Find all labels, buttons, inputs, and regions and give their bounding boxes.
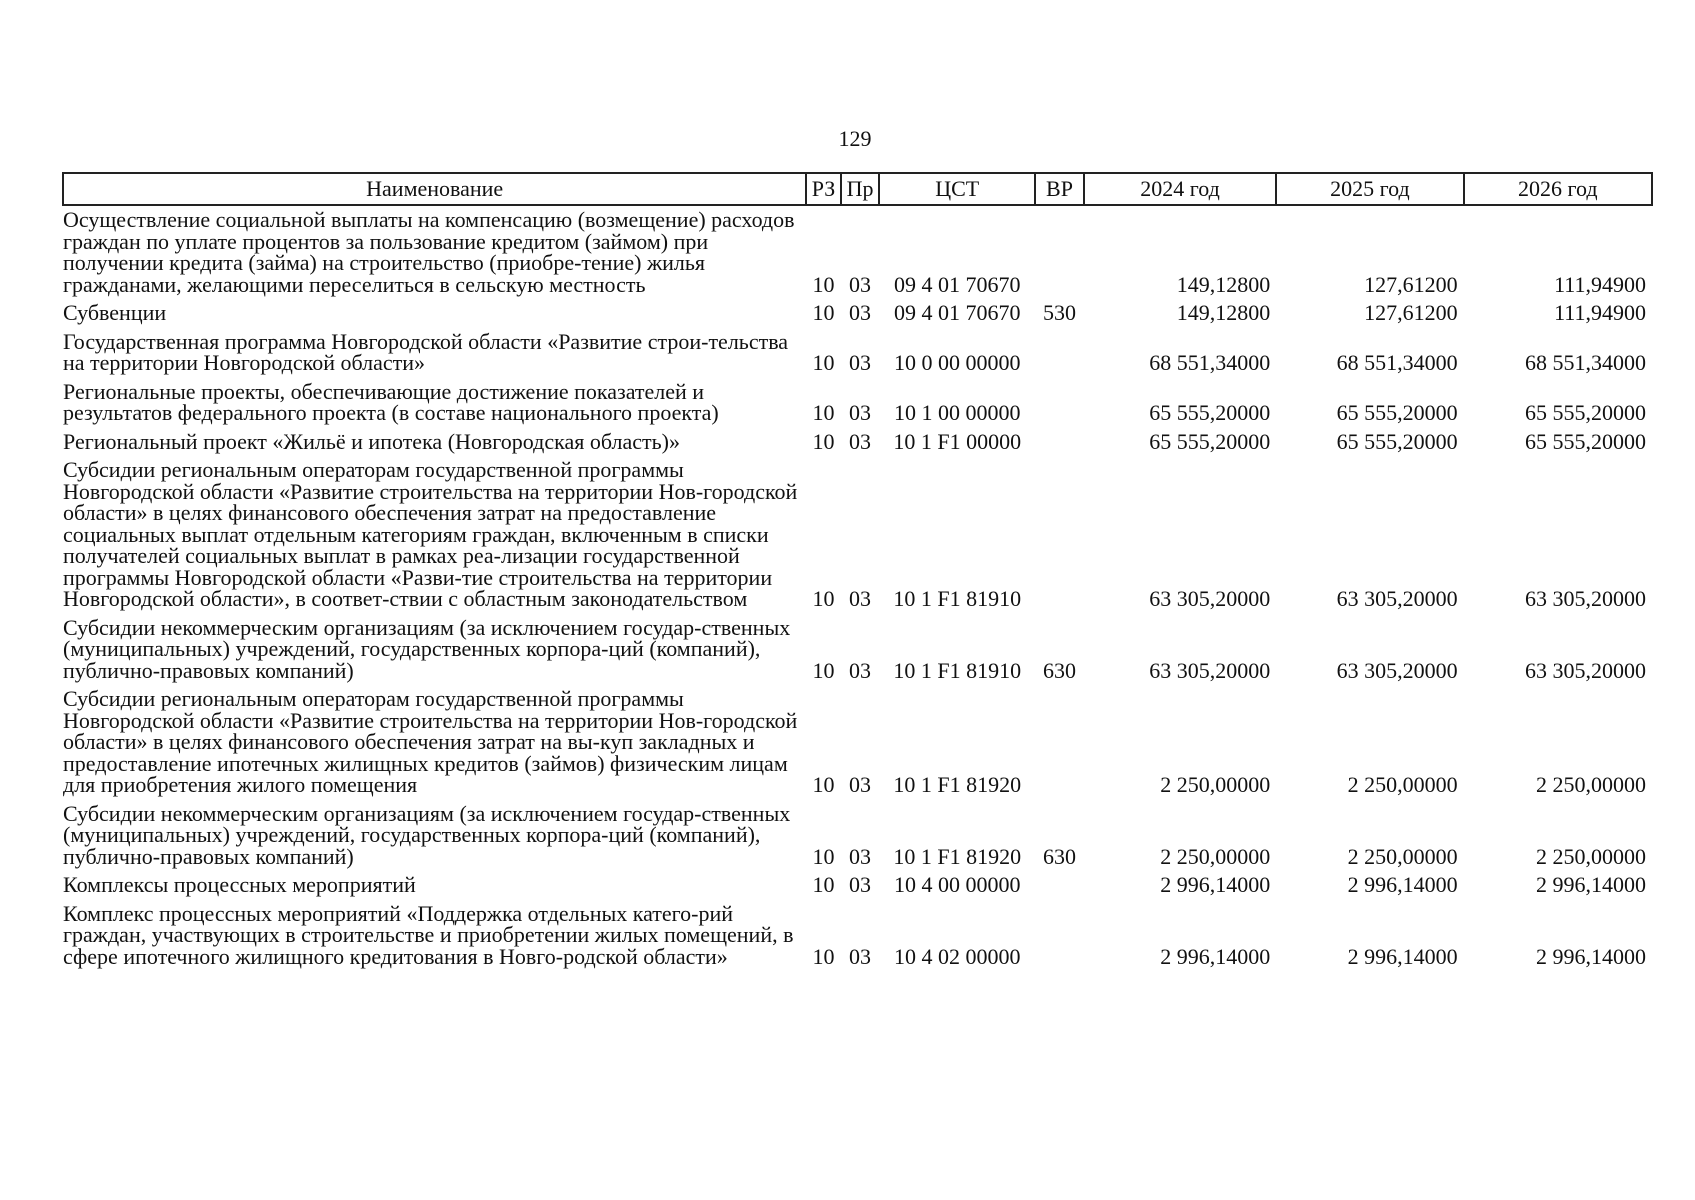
header-2025: 2025 год <box>1276 173 1463 205</box>
row-2025: 63 305,20000 <box>1336 657 1458 683</box>
row-vr <box>1035 900 1084 972</box>
table-row <box>63 685 1652 800</box>
table-row <box>63 328 1652 378</box>
row-rz: 10 <box>812 843 835 869</box>
table-row <box>63 800 1652 872</box>
row-cst: 10 4 00 00000 <box>893 872 1021 897</box>
row-rz: 10 <box>812 271 835 297</box>
row-rz: 10 <box>812 772 835 797</box>
row-name: Комплекс процессных мероприятий «Поддержка отдельных катего-рий граждан, участвующих в строительстве и приобретении жилых помещений, в сфере ипотечного жилищного кредитования в Новго-родской области» <box>63 900 794 969</box>
row-cst: 10 0 00 00000 <box>893 350 1021 375</box>
row-2026: 63 305,20000 <box>1525 657 1646 683</box>
row-rz: 10 <box>812 300 835 325</box>
row-2024: 65 555,20000 <box>1149 428 1271 454</box>
row-name: Субсидии региональным операторам государственной программы Новгородской области «Развитие строительства на территории Нов-городской области» в целях финансового обеспечения затрат на предоставление социальных выплат отдельным категориям граждан, включенным в списки получателей социальных выплат в рамках реа-лизации государственной программы Новгородской области «Разви-тие строительства на территории Новгородской области», в соответ-ствии с областным законодательством <box>63 457 798 611</box>
row-rz: 10 <box>812 657 835 683</box>
row-pr: 03 <box>849 772 871 797</box>
row-cst: 10 4 02 00000 <box>893 943 1021 969</box>
row-vr <box>1035 205 1084 299</box>
table-row <box>63 378 1652 428</box>
budget-table <box>62 172 1653 971</box>
row-2025: 65 555,20000 <box>1336 428 1458 454</box>
row-cst: 10 1 F1 81910 <box>893 657 1022 683</box>
row-2024: 65 555,20000 <box>1149 400 1271 425</box>
row-name: Государственная программа Новгородской области «Развитие строи-тельства на территории Новгородской области» <box>63 328 789 375</box>
row-cst: 10 1 00 00000 <box>893 400 1021 425</box>
row-2026: 2 250,00000 <box>1536 772 1646 797</box>
row-rz: 10 <box>812 400 835 425</box>
row-pr: 03 <box>849 943 871 969</box>
header-vr: ВР <box>1035 173 1084 205</box>
row-vr: 630 <box>1043 657 1076 683</box>
row-rz: 10 <box>812 943 835 969</box>
row-2025: 68 551,34000 <box>1336 350 1458 375</box>
row-2025: 127,61200 <box>1364 271 1458 297</box>
row-2026: 2 996,14000 <box>1536 943 1646 969</box>
row-2024: 149,12800 <box>1176 300 1271 325</box>
row-2026: 2 996,14000 <box>1536 872 1646 897</box>
row-vr <box>1035 378 1084 428</box>
row-cst: 10 1 F1 81920 <box>893 843 1022 869</box>
row-2026: 65 555,20000 <box>1525 400 1646 425</box>
table-row <box>63 205 1652 299</box>
row-rz: 10 <box>812 586 835 611</box>
row-2025: 127,61200 <box>1364 300 1458 325</box>
table-row <box>63 428 1652 457</box>
row-cst: 10 1 F1 81910 <box>893 586 1022 611</box>
row-vr <box>1035 871 1084 900</box>
row-rz: 10 <box>812 428 835 454</box>
row-pr: 03 <box>849 657 871 683</box>
row-cst: 10 1 F1 81920 <box>893 772 1022 797</box>
page-number: 129 <box>838 126 872 151</box>
row-pr: 03 <box>849 300 871 325</box>
row-name: Субсидии некоммерческим организациям (за исключением государ-ственных (муниципальных) учреждений, государственных корпора-ций (компаний), публично-правовых компаний) <box>63 800 791 869</box>
table-row <box>63 299 1652 328</box>
row-cst: 09 4 01 70670 <box>893 300 1021 325</box>
row-name: Субсидии некоммерческим организациям (за исключением государ-ственных (муниципальных) учреждений, государственных корпора-ций (компаний), публично-правовых компаний) <box>63 614 791 683</box>
row-name: Комплексы процессных мероприятий <box>63 872 416 897</box>
row-pr: 03 <box>849 843 871 869</box>
row-2026: 68 551,34000 <box>1525 350 1646 375</box>
row-rz: 10 <box>812 350 835 375</box>
header-name: Наименование <box>63 173 806 205</box>
row-2025: 63 305,20000 <box>1336 586 1458 611</box>
row-2025: 2 250,00000 <box>1347 772 1458 797</box>
row-2024: 2 250,00000 <box>1160 843 1271 869</box>
row-vr <box>1035 456 1084 614</box>
row-name: Региональные проекты, обеспечивающие достижение показателей и результатов федерального проекта (в составе национального проекта) <box>63 378 719 425</box>
row-2025: 65 555,20000 <box>1336 400 1458 425</box>
row-vr: 630 <box>1043 843 1076 869</box>
table-row <box>63 871 1652 900</box>
row-pr: 03 <box>849 872 871 897</box>
row-pr: 03 <box>849 428 871 454</box>
table-header-row <box>63 173 1652 205</box>
row-2024: 63 305,20000 <box>1149 657 1271 683</box>
header-2024: 2024 год <box>1084 173 1276 205</box>
row-2025: 2 996,14000 <box>1347 872 1458 897</box>
row-2024: 63 305,20000 <box>1149 586 1271 611</box>
table-row <box>63 900 1652 972</box>
row-2025: 2 250,00000 <box>1347 843 1458 869</box>
row-2025: 2 996,14000 <box>1347 943 1458 969</box>
row-2024: 2 996,14000 <box>1160 872 1271 897</box>
row-2026: 111,94900 <box>1554 300 1646 325</box>
row-pr: 03 <box>849 586 871 611</box>
header-rz: РЗ <box>806 173 840 205</box>
row-vr <box>1035 328 1084 378</box>
row-2024: 68 551,34000 <box>1149 350 1271 375</box>
row-cst: 10 1 F1 00000 <box>893 428 1022 454</box>
table-row <box>63 614 1652 686</box>
table-row <box>63 456 1652 614</box>
row-2024: 149,12800 <box>1176 271 1271 297</box>
row-cst: 09 4 01 70670 <box>893 271 1021 297</box>
row-rz: 10 <box>812 872 835 897</box>
row-2026: 63 305,20000 <box>1525 586 1646 611</box>
row-2026: 2 250,00000 <box>1536 843 1646 869</box>
row-pr: 03 <box>849 400 871 425</box>
row-2026: 65 555,20000 <box>1525 428 1646 454</box>
row-pr: 03 <box>849 350 871 375</box>
row-2024: 2 250,00000 <box>1160 772 1271 797</box>
row-vr <box>1035 428 1084 457</box>
header-pr: Пр <box>841 173 879 205</box>
row-vr <box>1035 685 1084 800</box>
row-name: Региональный проект «Жильё и ипотека (Новгородская область)» <box>63 428 680 454</box>
row-2026: 111,94900 <box>1554 271 1646 297</box>
row-2024: 2 996,14000 <box>1160 943 1271 969</box>
header-cst: ЦСТ <box>879 173 1035 205</box>
row-name: Субсидии региональным операторам государственной программы Новгородской области «Развитие строительства на территории Нов-городской области» в целях финансового обеспечения затрат на вы-куп закладных и предоставление ипотечных жилищных кредитов (займов) физическим лицам для приобретения жилого помещения <box>63 686 798 797</box>
row-pr: 03 <box>849 271 871 297</box>
row-name: Осуществление социальной выплаты на компенсацию (возмещение) расходов граждан по уплате процентов за пользование кредитом (займом) при получении кредита (займа) на строительство (приобре-тение) жилья гражданами, желающими переселиться в сельскую местность <box>63 207 795 297</box>
row-vr: 530 <box>1043 300 1076 325</box>
header-2026: 2026 год <box>1464 173 1652 205</box>
row-name: Субвенции <box>63 300 167 325</box>
